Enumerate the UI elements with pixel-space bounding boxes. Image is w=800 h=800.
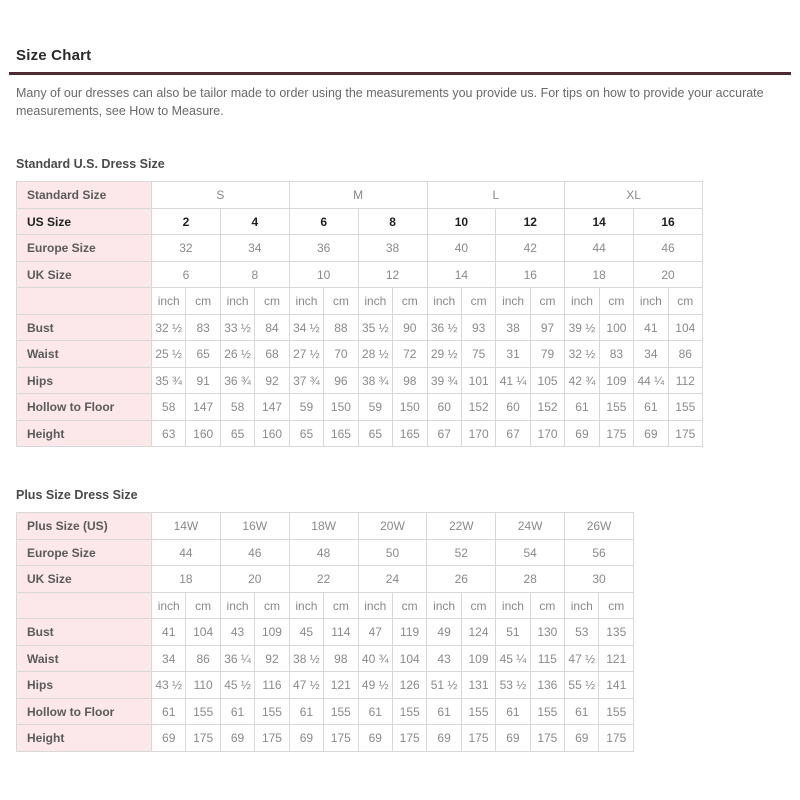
unit-header-cell: inch	[427, 288, 461, 315]
plus-table-heading: Plus Size Dress Size	[16, 488, 138, 503]
measure-value-cell: 53 ½	[496, 672, 530, 699]
measure-value-cell: 34 ½	[289, 314, 323, 341]
size-group-cell: M	[289, 182, 427, 209]
measure-value-cell: 43	[220, 619, 254, 646]
measure-value-cell: 28 ½	[358, 341, 392, 368]
measure-value-cell: 155	[668, 394, 702, 421]
measure-value-cell: 175	[255, 725, 289, 752]
measure-value-cell: 38	[496, 314, 530, 341]
row-label: Bust	[17, 314, 152, 341]
measure-value-cell: 109	[599, 367, 633, 394]
measure-row	[17, 645, 634, 672]
size-value-cell: 54	[496, 539, 565, 566]
size-value-cell: 44	[152, 539, 221, 566]
measure-value-cell: 104	[668, 314, 702, 341]
measure-value-cell: 49 ½	[358, 672, 392, 699]
row-label: Europe Size	[17, 235, 152, 262]
measure-value-cell: 55 ½	[565, 672, 599, 699]
measure-value-cell: 61	[496, 698, 530, 725]
measure-value-cell: 75	[461, 341, 495, 368]
measure-row	[17, 420, 703, 447]
measure-value-cell: 26 ½	[220, 341, 254, 368]
measure-value-cell: 65	[358, 420, 392, 447]
row-label: Waist	[17, 341, 152, 368]
measure-value-cell: 35 ½	[358, 314, 392, 341]
measure-value-cell: 155	[324, 698, 358, 725]
unit-header-cell: inch	[289, 288, 323, 315]
size-value-cell: 18	[152, 566, 221, 593]
size-value-cell: 14	[427, 261, 496, 288]
unit-header-cell: cm	[599, 592, 634, 619]
page-title: Size Chart	[16, 47, 92, 64]
size-value-cell: 26	[427, 566, 496, 593]
size-value-cell: 40	[427, 235, 496, 262]
unit-header-cell: inch	[358, 288, 392, 315]
measure-value-cell: 59	[358, 394, 392, 421]
measure-value-cell: 61	[427, 698, 461, 725]
measure-value-cell: 90	[393, 314, 427, 341]
row-label: Waist	[17, 645, 152, 672]
unit-header-cell: inch	[220, 592, 254, 619]
size-value-cell: 28	[496, 566, 565, 593]
row-label: Plus Size (US)	[17, 513, 152, 540]
measure-value-cell: 170	[461, 420, 495, 447]
measure-value-cell: 136	[530, 672, 564, 699]
measure-value-cell: 69	[565, 420, 599, 447]
measure-value-cell: 86	[668, 341, 702, 368]
measure-value-cell: 109	[255, 619, 289, 646]
measure-value-cell: 126	[392, 672, 426, 699]
measure-value-cell: 63	[152, 420, 186, 447]
title-divider	[9, 72, 791, 75]
measure-value-cell: 70	[324, 341, 358, 368]
unit-header-row	[17, 288, 703, 315]
measure-value-cell: 165	[393, 420, 427, 447]
row-label: Hips	[17, 672, 152, 699]
row-label: Hollow to Floor	[17, 698, 152, 725]
unit-header-cell: cm	[461, 592, 495, 619]
measure-value-cell: 60	[496, 394, 530, 421]
row-label: Standard Size	[17, 182, 152, 209]
size-row	[17, 513, 634, 540]
unit-header-cell: inch	[565, 592, 599, 619]
unit-header-cell: inch	[220, 288, 254, 315]
measure-value-cell: 34	[152, 645, 186, 672]
measure-value-cell: 98	[393, 367, 427, 394]
measure-value-cell: 43	[427, 645, 461, 672]
row-label: Height	[17, 420, 152, 447]
row-label	[17, 288, 152, 315]
size-value-cell: 14W	[152, 513, 221, 540]
size-value-cell: 46	[634, 235, 703, 262]
measure-value-cell: 147	[186, 394, 220, 421]
measure-value-cell: 91	[186, 367, 220, 394]
measure-value-cell: 61	[565, 698, 599, 725]
measure-value-cell: 175	[530, 725, 564, 752]
measure-value-cell: 175	[186, 725, 220, 752]
unit-header-cell: cm	[186, 288, 220, 315]
measure-value-cell: 72	[393, 341, 427, 368]
size-value-cell: 34	[220, 235, 289, 262]
measure-value-cell: 69	[152, 725, 186, 752]
measure-value-cell: 39 ½	[565, 314, 599, 341]
size-value-cell: 12	[358, 261, 427, 288]
measure-value-cell: 175	[324, 725, 358, 752]
measure-value-cell: 110	[186, 672, 220, 699]
size-row	[17, 208, 703, 235]
size-value-cell: 32	[152, 235, 221, 262]
size-value-cell: 14	[565, 208, 634, 235]
group-header-row	[17, 182, 703, 209]
unit-header-cell: inch	[496, 288, 530, 315]
measure-value-cell: 61	[565, 394, 599, 421]
size-value-cell: 6	[152, 261, 221, 288]
size-value-cell: 36	[289, 235, 358, 262]
size-value-cell: 24	[358, 566, 427, 593]
measure-value-cell: 121	[324, 672, 358, 699]
measure-value-cell: 88	[324, 314, 358, 341]
measure-value-cell: 155	[599, 698, 634, 725]
unit-header-cell: cm	[530, 592, 564, 619]
measure-value-cell: 69	[427, 725, 461, 752]
size-value-cell: 42	[496, 235, 565, 262]
measure-value-cell: 175	[392, 725, 426, 752]
measure-value-cell: 152	[461, 394, 495, 421]
measure-value-cell: 115	[530, 645, 564, 672]
measure-value-cell: 38 ½	[289, 645, 323, 672]
unit-header-cell: cm	[668, 288, 702, 315]
measure-value-cell: 150	[393, 394, 427, 421]
measure-value-cell: 68	[255, 341, 289, 368]
measure-value-cell: 65	[220, 420, 254, 447]
unit-header-cell: inch	[358, 592, 392, 619]
measure-value-cell: 155	[392, 698, 426, 725]
measure-value-cell: 160	[186, 420, 220, 447]
size-value-cell: 16W	[220, 513, 289, 540]
unit-header-cell: inch	[152, 288, 186, 315]
size-value-cell: 30	[565, 566, 634, 593]
measure-value-cell: 155	[186, 698, 220, 725]
measure-value-cell: 41	[634, 314, 668, 341]
measure-value-cell: 147	[255, 394, 289, 421]
size-value-cell: 50	[358, 539, 427, 566]
unit-header-cell: cm	[530, 288, 564, 315]
measure-value-cell: 32 ½	[565, 341, 599, 368]
measure-value-cell: 36 ¾	[220, 367, 254, 394]
size-value-cell: 56	[565, 539, 634, 566]
measure-value-cell: 69	[220, 725, 254, 752]
measure-value-cell: 36 ½	[427, 314, 461, 341]
measure-value-cell: 160	[255, 420, 289, 447]
measure-value-cell: 92	[255, 645, 289, 672]
measure-value-cell: 45 ½	[220, 672, 254, 699]
measure-value-cell: 175	[668, 420, 702, 447]
measure-value-cell: 170	[530, 420, 564, 447]
measure-value-cell: 69	[634, 420, 668, 447]
measure-value-cell: 79	[530, 341, 564, 368]
row-label: Europe Size	[17, 539, 152, 566]
measure-value-cell: 119	[392, 619, 426, 646]
measure-value-cell: 47 ½	[565, 645, 599, 672]
measure-value-cell: 104	[392, 645, 426, 672]
measure-value-cell: 25 ½	[152, 341, 186, 368]
unit-header-cell: cm	[186, 592, 220, 619]
unit-header-cell: inch	[427, 592, 461, 619]
size-value-cell: 16	[634, 208, 703, 235]
measure-value-cell: 100	[599, 314, 633, 341]
measure-row	[17, 367, 703, 394]
measure-value-cell: 53	[565, 619, 599, 646]
measure-value-cell: 86	[186, 645, 220, 672]
standard-table-heading: Standard U.S. Dress Size	[16, 157, 165, 172]
size-value-cell: 22	[289, 566, 358, 593]
measure-value-cell: 155	[530, 698, 564, 725]
unit-header-cell: cm	[599, 288, 633, 315]
measure-value-cell: 130	[530, 619, 564, 646]
size-value-cell: 44	[565, 235, 634, 262]
measure-value-cell: 141	[599, 672, 634, 699]
measure-value-cell: 131	[461, 672, 495, 699]
size-group-cell: XL	[565, 182, 703, 209]
measure-value-cell: 58	[152, 394, 186, 421]
measure-value-cell: 69	[358, 725, 392, 752]
measure-value-cell: 67	[496, 420, 530, 447]
unit-header-cell: cm	[255, 592, 289, 619]
measure-value-cell: 105	[530, 367, 564, 394]
measure-value-cell: 121	[599, 645, 634, 672]
unit-header-cell: cm	[393, 288, 427, 315]
measure-row	[17, 672, 634, 699]
unit-header-cell: cm	[324, 288, 358, 315]
size-value-cell: 38	[358, 235, 427, 262]
plus-size-table	[16, 512, 634, 752]
measure-value-cell: 59	[289, 394, 323, 421]
size-value-cell: 52	[427, 539, 496, 566]
size-value-cell: 16	[496, 261, 565, 288]
measure-value-cell: 38 ¾	[358, 367, 392, 394]
measure-value-cell: 47	[358, 619, 392, 646]
measure-value-cell: 97	[530, 314, 564, 341]
size-value-cell: 46	[220, 539, 289, 566]
measure-value-cell: 39 ¾	[427, 367, 461, 394]
measure-value-cell: 36 ¼	[220, 645, 254, 672]
size-row	[17, 539, 634, 566]
size-value-cell: 10	[427, 208, 496, 235]
measure-value-cell: 27 ½	[289, 341, 323, 368]
measure-value-cell: 41 ¼	[496, 367, 530, 394]
measure-value-cell: 51 ½	[427, 672, 461, 699]
unit-header-cell: cm	[324, 592, 358, 619]
row-label: Hips	[17, 367, 152, 394]
measure-value-cell: 175	[461, 725, 495, 752]
size-value-cell: 48	[289, 539, 358, 566]
size-value-cell: 26W	[565, 513, 634, 540]
measure-value-cell: 65	[289, 420, 323, 447]
measure-value-cell: 51	[496, 619, 530, 646]
size-value-cell: 12	[496, 208, 565, 235]
standard-size-table	[16, 181, 703, 447]
measure-value-cell: 109	[461, 645, 495, 672]
measure-value-cell: 83	[599, 341, 633, 368]
row-label: UK Size	[17, 261, 152, 288]
unit-header-cell: inch	[289, 592, 323, 619]
size-value-cell: 8	[220, 261, 289, 288]
measure-row	[17, 341, 703, 368]
measure-value-cell: 101	[461, 367, 495, 394]
measure-value-cell: 61	[358, 698, 392, 725]
measure-value-cell: 34	[634, 341, 668, 368]
unit-header-cell: inch	[634, 288, 668, 315]
unit-header-cell: inch	[565, 288, 599, 315]
size-value-cell: 20W	[358, 513, 427, 540]
measure-value-cell: 93	[461, 314, 495, 341]
unit-header-cell: cm	[255, 288, 289, 315]
measure-value-cell: 104	[186, 619, 220, 646]
row-label: US Size	[17, 208, 152, 235]
unit-header-cell: cm	[461, 288, 495, 315]
measure-value-cell: 43 ½	[152, 672, 186, 699]
measure-value-cell: 65	[186, 341, 220, 368]
measure-row	[17, 314, 703, 341]
measure-value-cell: 112	[668, 367, 702, 394]
measure-value-cell: 84	[255, 314, 289, 341]
size-value-cell: 24W	[496, 513, 565, 540]
measure-value-cell: 155	[599, 394, 633, 421]
measure-value-cell: 45 ¼	[496, 645, 530, 672]
size-value-cell: 18W	[289, 513, 358, 540]
unit-header-row	[17, 592, 634, 619]
unit-header-cell: inch	[152, 592, 186, 619]
measure-value-cell: 44 ¼	[634, 367, 668, 394]
measure-row	[17, 619, 634, 646]
measure-value-cell: 33 ½	[220, 314, 254, 341]
size-value-cell: 8	[358, 208, 427, 235]
measure-value-cell: 41	[152, 619, 186, 646]
measure-value-cell: 135	[599, 619, 634, 646]
size-value-cell: 4	[220, 208, 289, 235]
measure-value-cell: 165	[324, 420, 358, 447]
measure-value-cell: 116	[255, 672, 289, 699]
measure-value-cell: 40 ¾	[358, 645, 392, 672]
size-value-cell: 10	[289, 261, 358, 288]
measure-value-cell: 152	[530, 394, 564, 421]
measure-value-cell: 175	[599, 725, 634, 752]
size-row	[17, 235, 703, 262]
measure-value-cell: 155	[255, 698, 289, 725]
size-row	[17, 566, 634, 593]
row-label	[17, 592, 152, 619]
measure-value-cell: 47 ½	[289, 672, 323, 699]
measure-value-cell: 92	[255, 367, 289, 394]
measure-row	[17, 394, 703, 421]
measure-row	[17, 698, 634, 725]
measure-value-cell: 35 ¾	[152, 367, 186, 394]
measure-value-cell: 83	[186, 314, 220, 341]
size-value-cell: 20	[220, 566, 289, 593]
row-label: Bust	[17, 619, 152, 646]
size-group-cell: S	[152, 182, 290, 209]
measure-value-cell: 124	[461, 619, 495, 646]
unit-header-cell: cm	[392, 592, 426, 619]
size-value-cell: 6	[289, 208, 358, 235]
measure-value-cell: 61	[152, 698, 186, 725]
row-label: Hollow to Floor	[17, 394, 152, 421]
measure-value-cell: 69	[496, 725, 530, 752]
measure-value-cell: 61	[289, 698, 323, 725]
measure-value-cell: 60	[427, 394, 461, 421]
measure-value-cell: 37 ¾	[289, 367, 323, 394]
measure-value-cell: 114	[324, 619, 358, 646]
measure-value-cell: 67	[427, 420, 461, 447]
measure-value-cell: 98	[324, 645, 358, 672]
row-label: Height	[17, 725, 152, 752]
size-value-cell: 20	[634, 261, 703, 288]
measure-value-cell: 42 ¾	[565, 367, 599, 394]
measure-value-cell: 45	[289, 619, 323, 646]
measure-row	[17, 725, 634, 752]
measure-value-cell: 61	[634, 394, 668, 421]
size-row	[17, 261, 703, 288]
measure-value-cell: 150	[324, 394, 358, 421]
measure-value-cell: 155	[461, 698, 495, 725]
measure-value-cell: 49	[427, 619, 461, 646]
measure-value-cell: 31	[496, 341, 530, 368]
measure-value-cell: 58	[220, 394, 254, 421]
measure-value-cell: 61	[220, 698, 254, 725]
intro-text: Many of our dresses can also be tailor made to order using the measurements you provide us. For tips on how to provide your accurate measurements, see How to Measure.	[16, 86, 764, 119]
size-value-cell: 18	[565, 261, 634, 288]
unit-header-cell: inch	[496, 592, 530, 619]
size-value-cell: 22W	[427, 513, 496, 540]
measure-value-cell: 96	[324, 367, 358, 394]
measure-value-cell: 69	[565, 725, 599, 752]
measure-value-cell: 69	[289, 725, 323, 752]
measure-value-cell: 29 ½	[427, 341, 461, 368]
measure-value-cell: 175	[599, 420, 633, 447]
measure-value-cell: 32 ½	[152, 314, 186, 341]
row-label: UK Size	[17, 566, 152, 593]
size-group-cell: L	[427, 182, 565, 209]
size-value-cell: 2	[152, 208, 221, 235]
